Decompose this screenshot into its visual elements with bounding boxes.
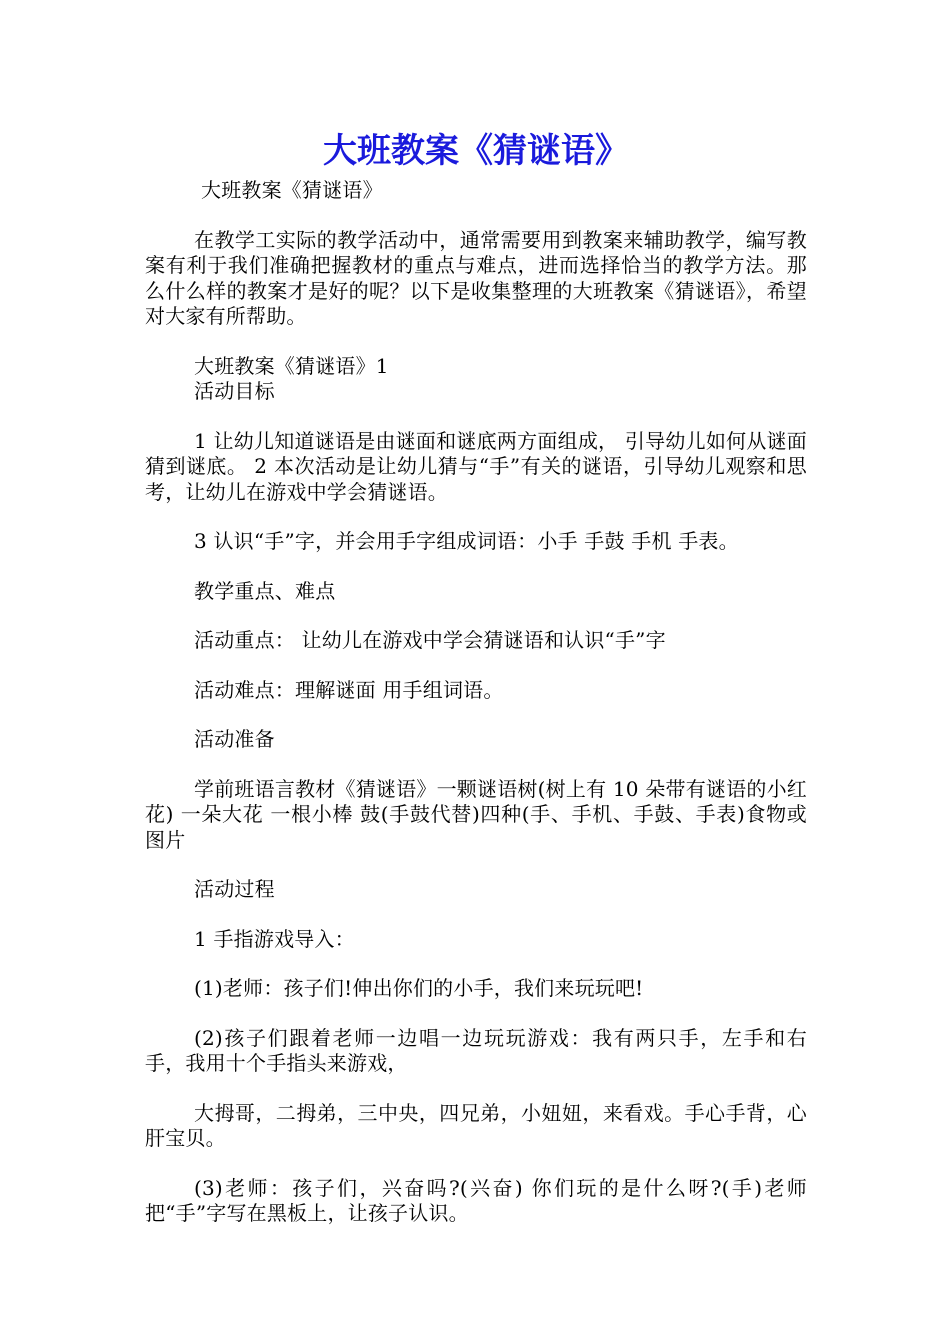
paragraph-key-points: 教学重点、难点 [194,578,336,603]
paragraph-preparation-heading: 活动准备 [194,727,275,751]
paragraph-preparation: 学前班语言教材《猜谜语》一颗谜语树(树上有 10 朵带有谜语的小红花) 一朵大花 一根小棒 鼓(手鼓代替)四种(手、手机、手鼓、手表)食物或图片 [145,776,807,852]
paragraph-step-1-1: (1)老师：孩子们!伸出你们的小手，我们来玩玩吧! [194,976,644,1000]
paragraph-subtitle: 大班教案《猜谜语》 [201,178,383,202]
paragraph-section-heading: 大班教案《猜谜语》1 [194,353,389,378]
paragraph-intro: 在教学工实际的教学活动中，通常需要用到教案来辅助教学，编写教案有利于我们准确把握教材的重点与难点，进而选择恰当的教学方法。那么什么样的教案才是好的呢？以下是收集整理的大班教案《猜谜语》，希望对大家有所帮助。 [145,227,807,328]
paragraph-step-1-3: (3)老师：孩子们，兴奋吗?(兴奋) 你们玩的是什么呀?(手)老师把“手”字写在黑板上，让孩子认识。 [145,1175,807,1225]
paragraph-goal-1-2: 1 让幼儿知道谜语是由谜面和谜底两方面组成， 引导幼儿如何从谜面猜到谜底。 2 本次活动是让幼儿猜与“手”有关的谜语，引导幼儿观察和思考，让幼儿在游戏中学会猜谜语。 [145,428,807,504]
paragraph-step-1: 1 手指游戏导入： [194,926,355,951]
paragraph-process-heading: 活动过程 [194,877,275,901]
document-title: 大班教案《猜谜语》 [323,131,629,171]
paragraph-rhyme: 大拇哥，二拇弟，三中央，四兄弟，小妞妞，来看戏。手心手背，心肝宝贝。 [145,1100,807,1150]
paragraph-goal-3: 3 认识“手”字，并会用手字组成词语：小手 手鼓 手机 手表。 [194,529,739,553]
paragraph-step-1-2: (2)孩子们跟着老师一边唱一边玩玩游戏：我有两只手，左手和右手，我用十个手指头来游戏， [145,1025,807,1075]
document-page [145,128,807,1227]
paragraph-difficulty: 活动难点：理解谜面 用手组词语。 [194,677,504,702]
paragraph-focus: 活动重点： 让幼儿在游戏中学会猜谜语和认识“手”字 [194,628,666,652]
paragraph-activity-goals: 活动目标 [194,379,275,403]
